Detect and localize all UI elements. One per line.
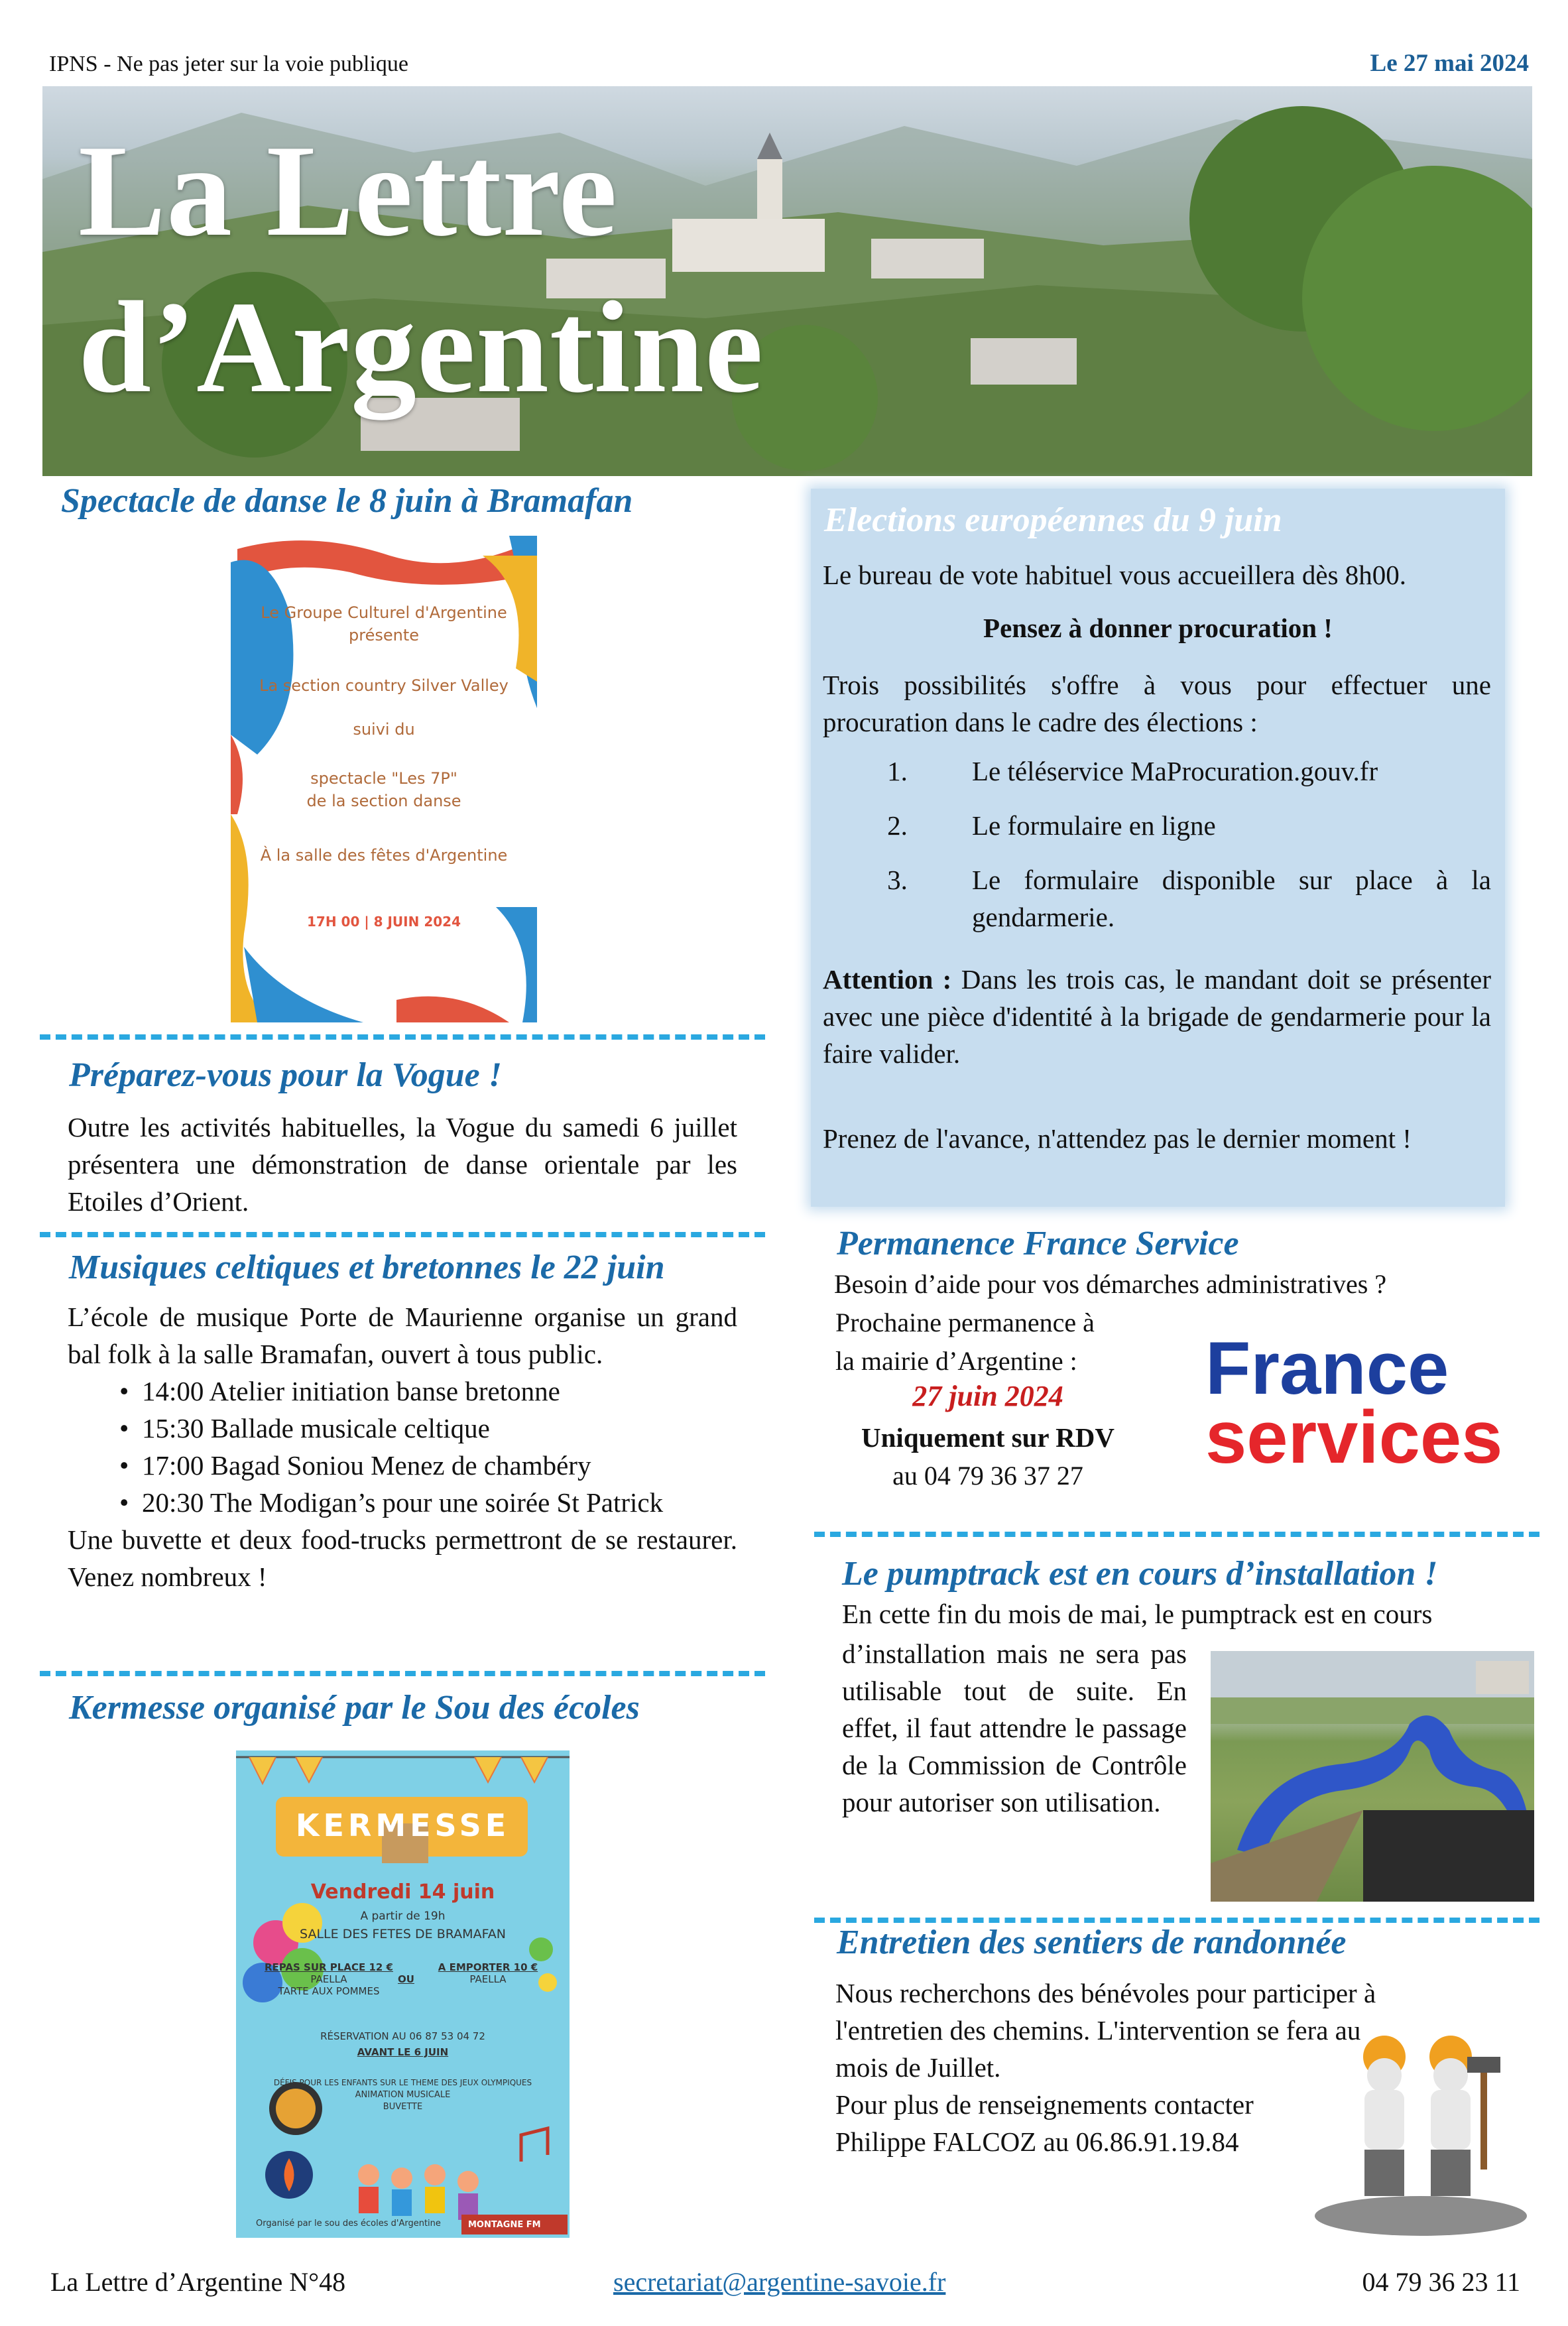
celtic-item: • 17:00 Bagad Soniou Menez de chambéry (142, 1447, 737, 1484)
france-service-line1: Besoin d’aide pour vos démarches administratives ? (834, 1269, 1387, 1299)
footer-email-link[interactable]: secretariat@argentine-savoie.fr (613, 2267, 946, 2297)
kermesse-right (428, 1961, 548, 1985)
masthead-title (78, 113, 764, 426)
item-text: Le formulaire disponible sur place à la gendarmerie. (972, 865, 1491, 932)
elections-item (823, 861, 1491, 936)
divider (40, 1034, 765, 1040)
france-service-phone: au 04 79 36 37 27 (892, 1461, 1083, 1491)
elections-p2: Pensez à donner procuration ! (983, 613, 1333, 643)
poster-line1: Le Groupe Culturel d'Argentine (261, 603, 507, 622)
kermesse-sponsor: MONTAGNE FM (468, 2220, 541, 2230)
france-service-line3: la mairie d’Argentine : (835, 1346, 1077, 1376)
elections-box (811, 489, 1505, 1207)
celtic-outro: Une buvette et deux food-trucks permettront de se restaurer. Venez nombreux ! (68, 1524, 737, 1592)
attention-label: Attention : (823, 964, 952, 995)
elections-item (823, 753, 1491, 790)
danse-poster (231, 536, 537, 1022)
item-number: 1. (887, 756, 908, 786)
poster-line7: À la salle des fêtes d'Argentine (260, 846, 508, 865)
kermesse-date: Vendredi 14 juin (310, 1880, 495, 1904)
poster-line2: présente (349, 626, 419, 644)
kermesse-footer: Organisé par le sou des écoles d'Argentine (256, 2219, 441, 2229)
footer-issue: La Lettre d’Argentine N°48 (50, 2267, 346, 2297)
divider (814, 1532, 1539, 1537)
kermesse-resa: RÉSERVATION AU 06 87 53 04 72 (320, 2030, 485, 2042)
divider (40, 1232, 765, 1237)
celtic-heading: Musiques celtiques et bretonnes le 22 juin (69, 1249, 665, 1286)
kermesse-left-head: REPAS SUR PLACE 12 € (265, 1961, 393, 1973)
divider (814, 1918, 1539, 1923)
kermesse-buvette: BUVETTE (383, 2102, 423, 2112)
workers-illustration (1311, 2017, 1530, 2236)
kermesse-anim: ANIMATION MUSICALE (355, 2090, 451, 2100)
celtic-item: • 20:30 The Modigan’s pour une soirée St Patrick (142, 1484, 737, 1521)
kermesse-left (263, 1961, 395, 1997)
france-services-logo (1205, 1327, 1503, 1479)
france-service-heading: Permanence France Service (837, 1225, 1239, 1262)
vogue-text: Outre les activités habituelles, la Vogue du samedi 6 juillet présentera une démonstration de danse orientale par les Etoiles d’Orient. (68, 1112, 737, 1217)
poster-line3: La section country Silver Valley (259, 676, 509, 695)
poster-line4: suivi du (353, 720, 415, 739)
kermesse-avant: AVANT LE 6 JUIN (357, 2046, 449, 2058)
celtic-intro: L’école de musique Porte de Maurienne organise un grand bal folk à la salle Bramafan, ouvert à tous public. (68, 1302, 737, 1369)
france-service-date: 27 juin 2024 (912, 1380, 1063, 1412)
pumptrack-photo (1211, 1651, 1534, 1902)
footer-phone: 04 79 36 23 11 (1362, 2267, 1520, 2297)
poster-line6: de la section danse (306, 792, 461, 810)
elections-list (823, 753, 1491, 936)
kermesse-ou: OU (398, 1973, 414, 1985)
sentiers-heading: Entretien des sentiers de randonnée (837, 1924, 1347, 1961)
elections-heading: Elections européennes du 9 juin (824, 501, 1282, 539)
item-number: 2. (887, 810, 908, 841)
elections-p3: Trois possibilités s'offre à vous pour effectuer une procuration dans le cadre des élections : (823, 670, 1491, 737)
pumptrack-heading: Le pumptrack est en cours d’installation ! (842, 1555, 1438, 1593)
item-text: Le formulaire en ligne (972, 810, 1216, 841)
kermesse-defis: DÉFIS POUR LES ENFANTS SUR LE THEME DES JEUX OLYMPIQUES (273, 2078, 532, 2087)
issue-date: Le 27 mai 2024 (1370, 50, 1529, 77)
kermesse-time: A partir de 19h (360, 1910, 446, 1923)
poster-line5: spectacle "Les 7P" (310, 769, 457, 788)
kermesse-right-line1: PAELLA (469, 1973, 507, 1985)
celtic-item: • 15:30 Ballade musicale celtique (142, 1410, 737, 1447)
france-service-rdv: Uniquement sur RDV (861, 1422, 1115, 1453)
masthead-line1: La Lettre (78, 118, 618, 263)
kermesse-right-head: A EMPORTER 10 € (438, 1961, 538, 1973)
france-service-line2: Prochaine permanence à (835, 1308, 1095, 1337)
sentiers-contact2: Philippe FALCOZ au 06.86.91.19.84 (835, 2126, 1239, 2157)
sentiers-contact1: Pour plus de renseignements contacter (835, 2089, 1254, 2120)
logo-word-bottom: services (1205, 1396, 1503, 1479)
elections-p1: Le bureau de vote habituel vous accueillera dès 8h00. (823, 560, 1407, 590)
celtic-item: • 14:00 Atelier initiation banse bretonne (142, 1373, 737, 1410)
elections-closing: Prenez de l'avance, n'attendez pas le dernier moment ! (823, 1123, 1412, 1154)
vogue-heading: Préparez-vous pour la Vogue ! (69, 1056, 502, 1094)
item-text: Le téléservice MaProcuration.gouv.fr (972, 756, 1378, 786)
kermesse-poster (236, 1750, 570, 2238)
kermesse-place: SALLE DES FETES DE BRAMAFAN (300, 1927, 506, 1941)
pumptrack-text: d’installation mais ne sera pas utilisable tout de suite. En effet, il faut attendre le passage de la Commission de Contrôle pour autoriser son utilisation. (842, 1638, 1187, 1817)
kermesse-left-line1: PAELLA (310, 1973, 347, 1985)
divider (40, 1671, 765, 1676)
kermesse-left-line2: TARTE AUX POMMES (278, 1985, 380, 1997)
celtic-section (68, 1298, 737, 1595)
elections-attention (823, 961, 1491, 1072)
masthead-line2: d’Argentine (78, 275, 764, 420)
poster-line8: 17H 00 | 8 JUIN 2024 (307, 914, 461, 930)
logo-word-top: France (1205, 1327, 1449, 1410)
danse-heading: Spectacle de danse le 8 juin à Bramafan (61, 482, 633, 520)
pumptrack-line1: En cette fin du mois de mai, le pumptrack est en cours (842, 1599, 1433, 1629)
attention-text: Dans les trois cas, le mandant doit se présenter avec une pièce d'identité à la brigade de gendarmerie pour la faire valider. (823, 964, 1492, 1069)
ipns-notice: IPNS - Ne pas jeter sur la voie publique (49, 52, 408, 76)
kermesse-banner: KERMESSE (295, 1807, 511, 1843)
kermesse-heading: Kermesse organisé par le Sou des écoles (69, 1689, 640, 1727)
elections-item (823, 807, 1491, 844)
item-number: 3. (887, 865, 908, 895)
sentiers-text: Nous recherchons des bénévoles pour participer à l'entretien des chemins. L'intervention se fera au mois de Juillet. (835, 1978, 1376, 2083)
